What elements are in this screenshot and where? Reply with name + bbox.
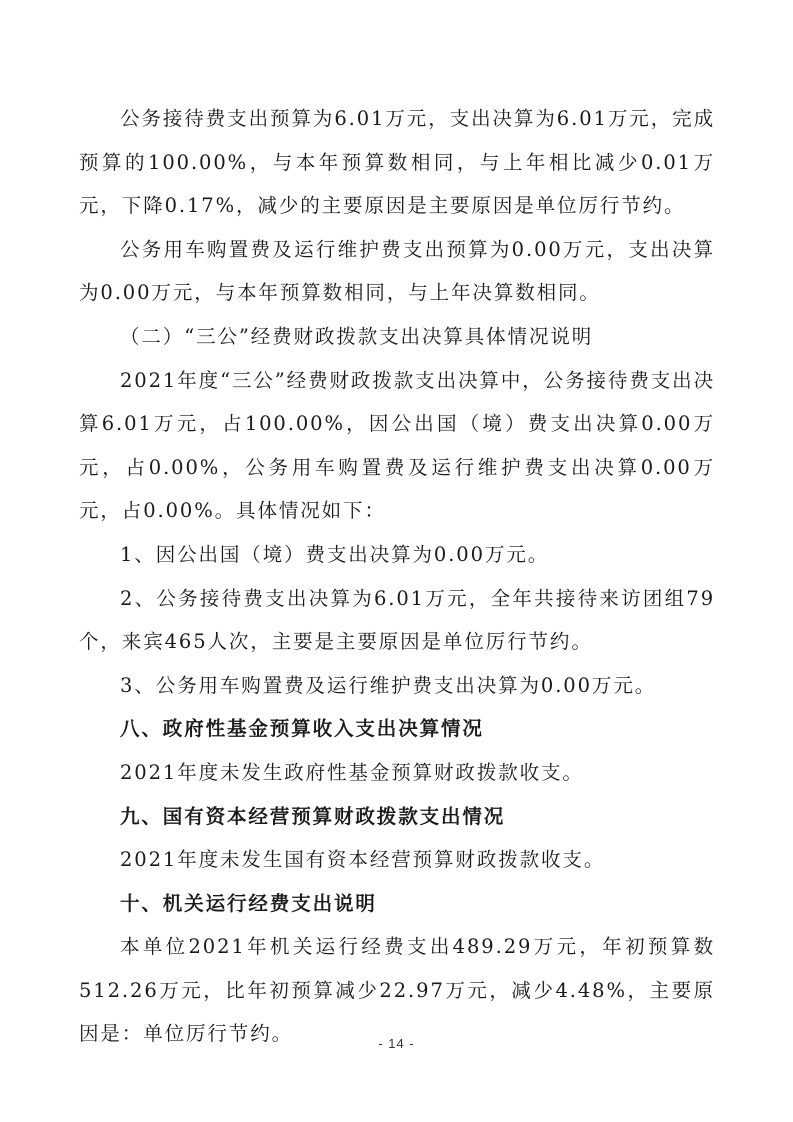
paragraph-operating-costs: 本单位2021年机关运行经费支出489.29万元，年初预算数512.26万元，比年初预算减少22.97万元，减少4.48%，主要原因是：单位厉行节约。 — [79, 935, 715, 1046]
section-heading-government-fund: 八、政府性基金预算收入支出决算情况 — [120, 717, 484, 741]
document-body — [79, 97, 715, 1056]
paragraph-state-capital: 2021年度未发生国有资本经营预算财政拨款收支。 — [120, 848, 606, 872]
paragraph-vehicle-budget: 公务用车购置费及运行维护费支出预算为0.00万元，支出决算为0.00万元，与本年预算数相同，与上年决算数相同。 — [79, 237, 715, 305]
list-item-hospitality: 2、公务接待费支出决算为6.01万元，全年共接待来访团组79个，来宾465人次，主要是主要原因是单位厉行节约。 — [79, 586, 715, 654]
list-item-overseas: 1、因公出国（境）费支出决算为0.00万元。 — [120, 542, 550, 566]
paragraph-government-fund: 2021年度未发生政府性基金预算财政拨款收支。 — [120, 760, 584, 784]
list-item-vehicle: 3、公务用车购置费及运行维护费支出决算为0.00万元。 — [120, 673, 657, 697]
page-number: - 14 - — [378, 1036, 415, 1051]
paragraph-hospitality-budget: 公务接待费支出预算为6.01万元，支出决算为6.01万元，完成预算的100.00%，与本年预算数相同，与上年相比减少0.01万元，下降0.17%，减少的主要原因是主要原因是单位厉行节约。 — [79, 107, 715, 218]
paragraph-three-public-summary: 2021年度“三公”经费财政拨款支出决算中，公务接待费支出决算6.01万元，占100.00%，因公出国（境）费支出决算0.00万元，占0.00%，公务用车购置费及运行维护费支出决算0.00万元，占0.00%。具体情况如下： — [79, 368, 715, 523]
section-subtitle-three-public: （二）“三公”经费财政拨款支出决算具体情况说明 — [120, 324, 594, 348]
section-heading-operating-costs: 十、机关运行经费支出说明 — [120, 891, 377, 915]
section-heading-state-capital: 九、国有资本经营预算财政拨款支出情况 — [120, 804, 506, 828]
